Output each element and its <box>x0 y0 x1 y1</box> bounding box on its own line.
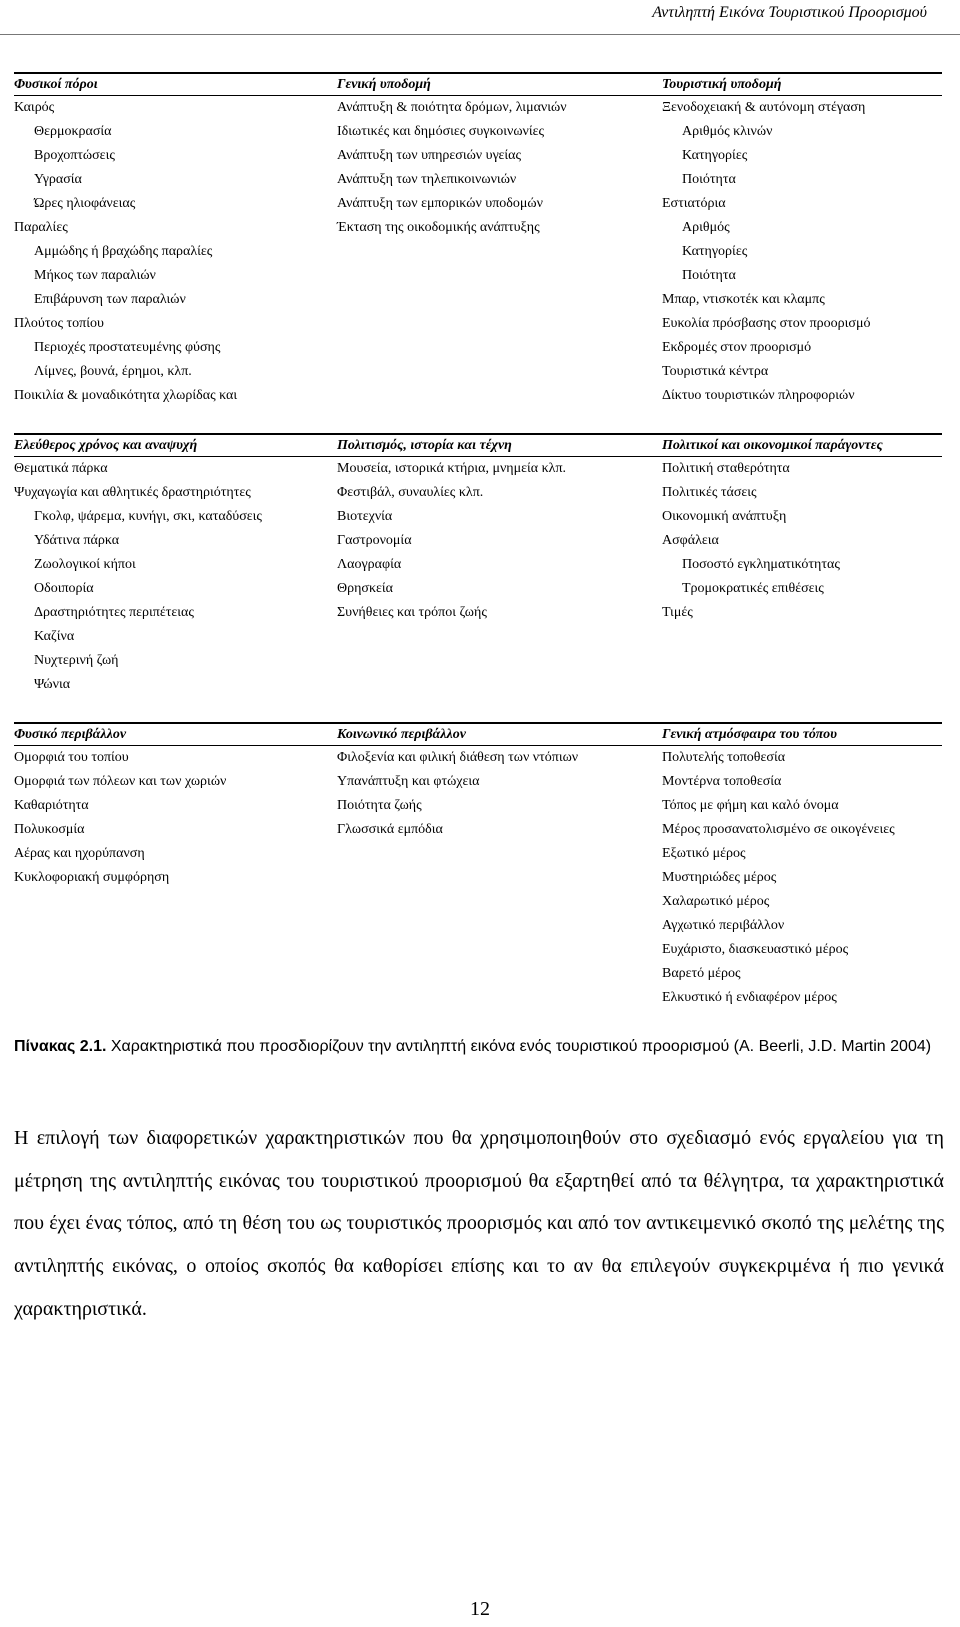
cell: Έκταση της οικοδομικής ανάπτυξης <box>337 220 540 235</box>
cell: Βροχοπτώσεις <box>34 148 115 163</box>
cell: Φιλοξενία και φιλική διάθεση των ντόπιων <box>337 750 579 765</box>
cell: Καθαριότητα <box>14 798 89 813</box>
cell: Μπαρ, ντισκοτέκ και κλαμπς <box>662 292 825 307</box>
table-row <box>14 866 942 890</box>
cell: Οικονομική ανάπτυξη <box>662 509 787 524</box>
cell: Υγρασία <box>34 172 82 187</box>
col1-title: Φυσικό περιβάλλον <box>14 727 127 742</box>
cell: Καιρός <box>14 100 55 115</box>
cell: Καζίνα <box>34 629 75 644</box>
cell: Πολιτική σταθερότητα <box>662 461 790 476</box>
col3-title: Τουριστική υποδομή <box>662 77 782 92</box>
cell: Παραλίες <box>14 220 68 235</box>
cell: Τρομοκρατικές επιθέσεις <box>682 581 824 596</box>
cell: Ελκυστικό ή ενδιαφέρον μέρος <box>662 990 837 1005</box>
cell: Πολυτελής τοποθεσία <box>662 750 786 765</box>
caption-label: Πίνακας 2.1. <box>14 1038 107 1055</box>
table-row <box>14 842 942 866</box>
table-row <box>14 505 942 529</box>
col2-title: Γενική υποδομή <box>337 77 431 92</box>
table-row <box>14 553 942 577</box>
col1-title: Φυσικοί πόροι <box>14 77 98 92</box>
cell: Ευχάριστο, διασκευαστικό μέρος <box>662 942 849 957</box>
cell: Ποικιλία & μοναδικότητα χλωρίδας και <box>14 388 238 403</box>
cell: Γλωσσικά εμπόδια <box>337 822 443 837</box>
cell: Δραστηριότητες περιπέτειας <box>34 605 194 620</box>
table-row <box>14 649 942 673</box>
cell: Ψώνια <box>34 677 71 692</box>
cell: Ασφάλεια <box>662 533 719 548</box>
caption-text: Χαρακτηριστικά που προσδιορίζουν την αντιληπτή εικόνα ενός τουριστικού προορισμού (A. Beerli, J.D. Martin 2004) <box>106 1038 932 1055</box>
cell: Ποσοστό εγκληματικότητας <box>682 557 840 572</box>
cell: Λίμνες, βουνά, έρημοι, κλπ. <box>34 364 192 379</box>
cell: Νυχτερινή ζωή <box>34 653 119 668</box>
table-row <box>14 264 942 288</box>
table-row <box>14 96 942 120</box>
table-row <box>14 890 942 914</box>
cell: Κατηγορίες <box>682 148 748 163</box>
cell: Υδάτινα πάρκα <box>34 533 120 548</box>
cell: Θερμοκρασία <box>34 124 112 139</box>
page-number: 12 <box>470 1598 490 1620</box>
col2-title: Κοινωνικό περιβάλλον <box>337 727 466 742</box>
cell: Ομορφιά των πόλεων και των χωριών <box>14 774 227 789</box>
cell: Ανάπτυξη & ποιότητα δρόμων, λιμανιών <box>337 100 567 115</box>
section-header <box>14 433 942 457</box>
cell: Χαλαρωτικό μέρος <box>662 894 770 909</box>
table-row <box>14 216 942 240</box>
cell: Τουριστικά κέντρα <box>662 364 769 379</box>
cell: Αριθμός κλινών <box>682 124 773 139</box>
table-row <box>14 457 942 481</box>
cell: Μουσεία, ιστορικά κτήρια, μνημεία κλπ. <box>337 461 567 476</box>
cell: Εξωτικό μέρος <box>662 846 746 861</box>
cell: Κυκλοφοριακή συμφόρηση <box>14 870 170 885</box>
table-row <box>14 529 942 553</box>
cell: Πολυκοσμία <box>14 822 85 837</box>
col3-title: Πολιτικοί και οικονομικοί παράγοντες <box>662 438 883 453</box>
cell: Βαρετό μέρος <box>662 966 741 981</box>
cell: Αριθμός <box>682 220 730 235</box>
cell: Ποιότητα <box>682 268 736 283</box>
table-row <box>14 938 942 962</box>
cell: Αμμώδης ή βραχώδης παραλίες <box>34 244 213 259</box>
table-row <box>14 794 942 818</box>
cell: Μήκος των παραλιών <box>34 268 156 283</box>
table-row <box>14 360 942 384</box>
table-row <box>14 673 942 697</box>
section-header <box>14 72 942 96</box>
cell: Ομορφιά του τοπίου <box>14 750 129 765</box>
cell: Αγχωτικό περιβάλλον <box>662 918 785 933</box>
col1-title: Ελεύθερος χρόνος και αναψυχή <box>14 438 198 453</box>
cell: Λαογραφία <box>337 557 402 572</box>
cell: Μοντέρνα τοποθεσία <box>662 774 782 789</box>
table-row <box>14 770 942 794</box>
cell: Ζωολογικοί κήποι <box>34 557 136 572</box>
header-rule <box>0 34 960 35</box>
table-row <box>14 577 942 601</box>
cell: Επιβάρυνση των παραλιών <box>34 292 186 307</box>
cell: Βιοτεχνία <box>337 509 393 524</box>
cell: Φεστιβάλ, συναυλίες κλπ. <box>337 485 484 500</box>
cell: Αέρας και ηχορύπανση <box>14 846 145 861</box>
cell: Ποιότητα ζωής <box>337 798 422 813</box>
cell: Ανάπτυξη των υπηρεσιών υγείας <box>337 148 522 163</box>
table-section-environment <box>14 722 942 1010</box>
cell: Τιμές <box>662 605 693 620</box>
cell: Εστιατόρια <box>662 196 726 211</box>
section-header <box>14 722 942 746</box>
cell: Ώρες ηλιοφάνειας <box>34 196 136 211</box>
table-row <box>14 144 942 168</box>
table-row <box>14 818 942 842</box>
running-header: Αντιληπτή Εικόνα Τουριστικού Προορισμού <box>652 4 927 21</box>
table-row <box>14 625 942 649</box>
cell: Πλούτος τοπίου <box>14 316 104 331</box>
cell: Περιοχές προστατευμένης φύσης <box>34 340 221 355</box>
cell: Γκολφ, ψάρεμα, κυνήγι, σκι, καταδύσεις <box>34 509 262 524</box>
table-row <box>14 240 942 264</box>
cell: Δίκτυο τουριστικών πληροφοριών <box>662 388 855 403</box>
table-row <box>14 168 942 192</box>
cell: Ποιότητα <box>682 172 736 187</box>
cell: Πολιτικές τάσεις <box>662 485 757 500</box>
cell: Εκδρομές στον προορισμό <box>662 340 812 355</box>
cell: Συνήθειες και τρόποι ζωής <box>337 605 487 620</box>
table-row <box>14 384 942 408</box>
table-row <box>14 312 942 336</box>
cell: Ανάπτυξη των τηλεπικοινωνιών <box>337 172 517 187</box>
table-caption <box>14 1034 944 1060</box>
body-paragraph: Η επιλογή των διαφορετικών χαρακτηριστικών που θα χρησιμοποιηθούν στο σχεδιασμό ενός εργαλείου για τη μέτρηση της αντιληπτής εικόνας του τουριστικού προορισμού θα εξαρτηθεί από τα θέλγητρα, τα χαρακτηριστικά που έχει ένας τόπος, από τη θέση του ως τουριστικός προορισμός και από τον αντικειμενικό σκοπό της μελέτης της αντιληπτής εικόνας, ο οποίος σκοπός θα καθορίσει επίσης και το αν θα επιλεγούν συγκεκριμένα ή πιο γενικά χαρακτηριστικά. <box>14 1127 944 1320</box>
col2-title: Πολιτισμός, ιστορία και τέχνη <box>337 438 512 453</box>
table-section-natural-resources <box>14 72 942 408</box>
cell: Κατηγορίες <box>682 244 748 259</box>
table-row <box>14 120 942 144</box>
cell: Ιδιωτικές και δημόσιες συγκοινωνίες <box>337 124 545 139</box>
table-row <box>14 746 942 770</box>
cell: Θρησκεία <box>337 581 393 596</box>
table-row <box>14 336 942 360</box>
cell: Μέρος προσανατολισμένο σε οικογένειες <box>662 822 895 837</box>
cell: Θεματικά πάρκα <box>14 461 108 476</box>
table-row <box>14 962 942 986</box>
cell: Ανάπτυξη των εμπορικών υποδομών <box>337 196 543 211</box>
col3-title: Γενική ατμόσφαιρα του τόπου <box>662 727 837 742</box>
table-row <box>14 986 942 1010</box>
cell: Ψυχαγωγία και αθλητικές δραστηριότητες <box>14 485 251 500</box>
table-row <box>14 288 942 312</box>
table-row <box>14 601 942 625</box>
cell: Γαστρονομία <box>337 533 412 548</box>
cell: Ξενοδοχειακή & αυτόνομη στέγαση <box>662 100 866 115</box>
table-row <box>14 192 942 216</box>
cell: Υπανάπτυξη και φτώχεια <box>337 774 480 789</box>
cell: Τόπος με φήμη και καλό όνομα <box>662 798 839 813</box>
table-section-leisure <box>14 433 942 697</box>
cell: Οδοιπορία <box>34 581 94 596</box>
table-row <box>14 481 942 505</box>
cell: Ευκολία πρόσβασης στον προορισμό <box>662 316 871 331</box>
cell: Μυστηριώδες μέρος <box>662 870 777 885</box>
table-row <box>14 914 942 938</box>
